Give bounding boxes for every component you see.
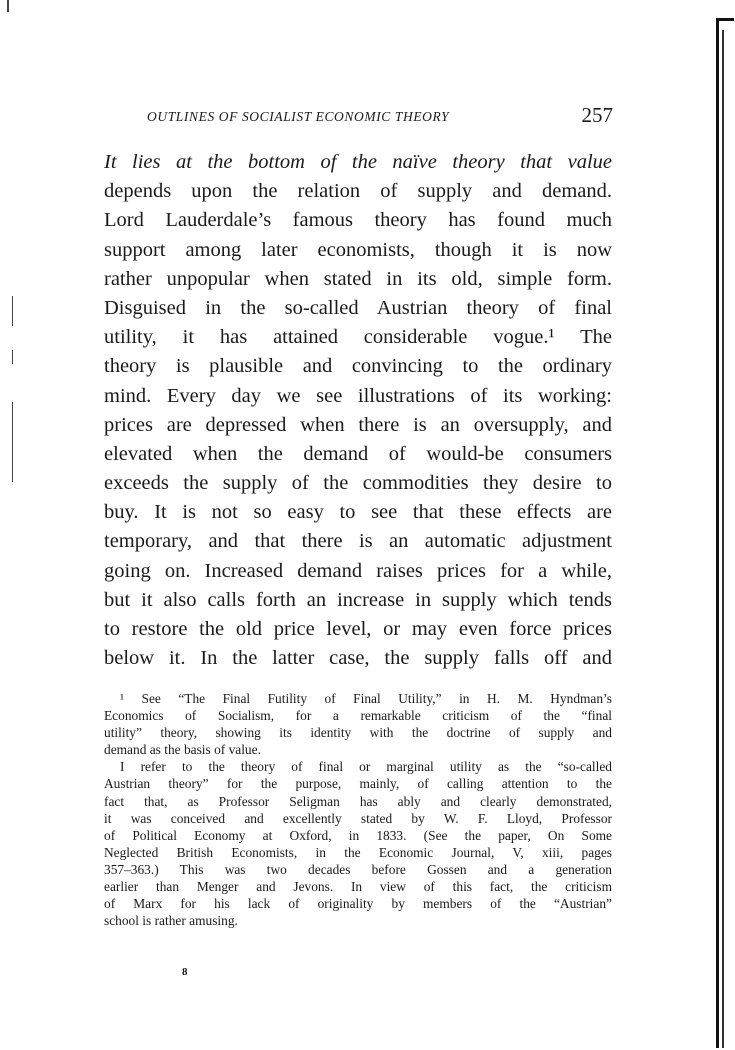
body-line: exceeds the supply of the commodities they desire to (104, 472, 612, 495)
footnote-line: fact that, as Professor Seligman has ably and clearly demonstrated, (104, 793, 612, 809)
body-line: temporary, and that there is an automatic adjustment (104, 530, 612, 553)
body-line: prices are depressed when there is an oversupply, and (104, 413, 612, 436)
binding-edge-inner (722, 30, 724, 1048)
body-line: Disguised in the so-called Austrian theory of final (104, 296, 612, 319)
page-number: 257 (581, 103, 613, 127)
footnote-line: of Marx for his lack of originality by members of the “Austrian” (104, 896, 612, 912)
binding-edge (716, 18, 719, 1048)
footnote-line: utility” theory, showing its identity with the doctrine of supply and (104, 725, 612, 741)
footnote-line: I refer to the theory of final or marginal utility as the “so-called (120, 759, 612, 775)
footnotes (104, 690, 612, 929)
body-line: but it also calls forth an increase in supply which tends (104, 588, 612, 611)
body-line: below it. In the latter case, the supply falls off and (104, 647, 612, 670)
body-line: buy. It is not so easy to see that these effects are (104, 501, 612, 524)
scan-mark (12, 296, 13, 326)
running-head: OUTLINES OF SOCIALIST ECONOMIC THEORY (147, 109, 450, 124)
binding-edge-cap (716, 18, 734, 21)
body-text (104, 148, 612, 673)
printer-signature: 8 (182, 966, 188, 978)
body-line: Lord Lauderdale’s famous theory has found much (104, 209, 612, 232)
body-line: theory is plausible and convincing to the ordinary (104, 355, 612, 378)
footnote-line: demand as the basis of value. (104, 742, 261, 758)
footnote-line: school is rather amusing. (104, 913, 238, 929)
body-line: to restore the old price level, or may even force prices (104, 618, 612, 640)
body-line: utility, it has attained considerable vogue.¹ The (104, 326, 612, 349)
body-line: depends upon the relation of supply and demand. (104, 180, 612, 203)
scan-mark (7, 0, 9, 12)
scan-mark (12, 350, 13, 364)
body-line: support among later economists, though it is now (104, 238, 612, 261)
footnote-line: it was conceived and excellently stated by W. F. Lloyd, Professor (104, 810, 612, 826)
body-line: It lies at the bottom of the naïve theory that value (104, 151, 612, 173)
body-line: mind. Every day we see illustrations of its working: (104, 384, 612, 407)
footnote-line: of Political Economy at Oxford, in 1833. (See the paper, On Some (104, 827, 612, 843)
footnote-line: Neglected British Economists, in the Economic Journal, V, xiii, pages (104, 844, 612, 860)
footnote-line: earlier than Menger and Jevons. In view of this fact, the criticism (104, 879, 612, 895)
page-header (147, 103, 613, 133)
body-line: rather unpopular when stated in its old, simple form. (104, 267, 612, 290)
footnote-line: ¹ See “The Final Futility of Final Utility,” in H. M. Hyndman’s (120, 691, 612, 706)
body-line: going on. Increased demand raises prices for a while, (104, 559, 612, 582)
footnote-line: Austrian theory” for the purpose, mainly, of calling attention to the (104, 776, 612, 792)
scan-mark (12, 402, 13, 482)
body-line: elevated when the demand of would-be consumers (104, 442, 612, 465)
footnote-line: Economics of Socialism, for a remarkable criticism of the “final (104, 708, 612, 724)
footnote-line: 357–363.) This was two decades before Gossen and a generation (104, 861, 612, 877)
